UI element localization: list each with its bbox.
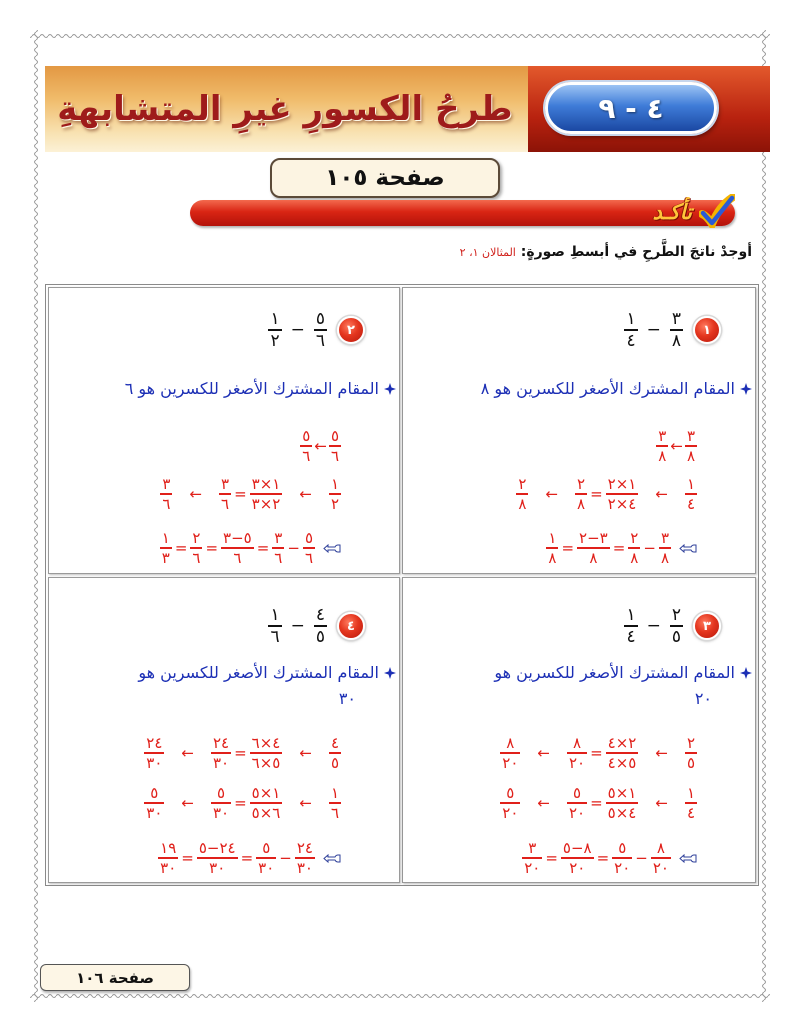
- fraction-numerator: ٣: [274, 529, 283, 548]
- fraction-numerator: ٢: [518, 475, 527, 494]
- fraction-numerator: ٣×١: [251, 475, 281, 494]
- problem-header: [268, 310, 365, 350]
- problem-number-badge: ٤: [337, 612, 365, 640]
- problem-cell: [48, 287, 400, 574]
- problem-cell: [48, 577, 400, 883]
- arrow-symbol: ←: [655, 794, 668, 812]
- page-reference-top: صفحة ١٠٥: [270, 158, 500, 198]
- fraction-numerator: ١: [686, 784, 695, 803]
- diamond-bullet-icon: [740, 383, 752, 395]
- fraction-denominator: ٢: [330, 494, 339, 513]
- fraction-numerator: ٥: [506, 784, 515, 803]
- fraction-denominator: ٨: [589, 548, 598, 567]
- lcd-label: المقام المشترك الأصغر للكسرين هو: [494, 379, 735, 398]
- problem-number-badge: ٣: [693, 612, 721, 640]
- fraction-denominator: ٣٠: [160, 858, 177, 877]
- fraction-denominator: ٢×٤: [607, 494, 637, 513]
- fraction-numerator: ٥: [573, 784, 582, 803]
- fraction-denominator: ٢٠: [524, 858, 541, 877]
- fraction-numerator: ٢٤: [146, 734, 163, 753]
- fraction-denominator: ٣: [161, 548, 170, 567]
- equals-sign: =: [174, 539, 188, 557]
- fraction-denominator: ٣٠: [146, 803, 163, 822]
- fraction-numerator: ٥: [217, 784, 226, 803]
- fraction-numerator: ٣: [660, 529, 669, 548]
- lcd-statement: [481, 378, 752, 400]
- fraction-numerator: ٦×٤: [251, 734, 281, 753]
- fraction: [685, 785, 697, 821]
- fraction-denominator: ٨: [548, 548, 557, 567]
- fraction-denominator: ٦: [330, 446, 339, 465]
- fraction: [221, 530, 254, 566]
- fraction-denominator: ٨: [671, 330, 681, 351]
- fraction-denominator: ٣٠: [296, 858, 313, 877]
- pencil-hand-icon: [323, 852, 341, 865]
- fraction: [624, 606, 637, 646]
- problem-header: [624, 310, 721, 350]
- equals-sign: =: [181, 849, 194, 867]
- fraction-numerator: ٢: [686, 734, 695, 753]
- fraction-denominator: ٥: [315, 626, 325, 647]
- pencil-hand-icon: [323, 542, 341, 555]
- pencil-hand-icon: [679, 852, 697, 865]
- diamond-bullet-icon: [384, 667, 396, 679]
- fraction-denominator: ٢٠: [568, 803, 586, 822]
- fraction-numerator: ٨: [573, 734, 582, 753]
- arrow-symbol: ←: [670, 437, 683, 455]
- equals-sign: =: [234, 744, 247, 762]
- fraction-numerator: ٣: [221, 475, 230, 494]
- minus-sign: −: [646, 616, 661, 636]
- fraction-numerator: ٥: [150, 784, 159, 803]
- fraction: [561, 840, 594, 876]
- fraction-denominator: ٥: [330, 753, 339, 772]
- fraction-numerator: ٤×٢: [607, 734, 637, 753]
- work-line: [144, 733, 341, 773]
- work-line: [656, 426, 697, 466]
- fraction-numerator: ٤: [330, 734, 339, 753]
- fraction: [656, 428, 668, 464]
- fraction: [219, 476, 231, 512]
- fraction-numerator: ٥: [330, 427, 339, 446]
- equals-sign: =: [234, 485, 247, 503]
- fraction-numerator: ١: [548, 529, 557, 548]
- fraction-numerator: ١: [330, 475, 339, 494]
- work-line: [144, 783, 341, 823]
- fraction: [500, 735, 520, 771]
- equals-sign: =: [590, 744, 603, 762]
- fraction-numerator: ٤: [315, 604, 325, 625]
- fraction-denominator: ٦: [162, 494, 171, 513]
- lcd-value: ٦: [124, 379, 134, 398]
- work-line: [500, 733, 697, 773]
- minus-sign: −: [290, 320, 305, 340]
- fraction-denominator: ٦: [304, 548, 313, 567]
- fraction: [567, 735, 587, 771]
- fraction-numerator: ٢−٣: [579, 529, 608, 548]
- fraction-denominator: ٦×٥: [251, 753, 281, 772]
- fraction-denominator: ٣×٢: [251, 494, 281, 513]
- problem-cell: [402, 287, 756, 574]
- fraction-denominator: ٣٠: [146, 753, 163, 772]
- equals-sign: =: [256, 539, 270, 557]
- fraction: [314, 310, 327, 350]
- arrow-symbol: ←: [537, 744, 550, 762]
- fraction: [190, 530, 202, 566]
- fraction: [144, 785, 164, 821]
- arrow-symbol: ←: [655, 744, 668, 762]
- equals-sign: =: [561, 539, 575, 557]
- equals-sign: =: [545, 849, 558, 867]
- lcd-statement: [138, 660, 396, 712]
- fraction: [268, 310, 281, 350]
- checkmark-icon: [699, 194, 735, 228]
- fraction-numerator: ١: [626, 604, 636, 625]
- work-line: [160, 474, 341, 514]
- problem-cell: [402, 577, 756, 883]
- fraction-denominator: ٦: [192, 548, 201, 567]
- minus-sign: −: [646, 320, 661, 340]
- fraction-numerator: ٢: [630, 529, 639, 548]
- fraction: [516, 476, 528, 512]
- fraction-denominator: ٣٠: [209, 858, 226, 877]
- fraction: [651, 840, 671, 876]
- arrow-symbol: ←: [189, 485, 203, 503]
- fraction-numerator: ٥×١: [251, 784, 281, 803]
- fraction-denominator: ٢٠: [652, 858, 669, 877]
- fraction: [670, 606, 683, 646]
- page-reference-bottom: صفحة ١٠٦: [40, 964, 190, 991]
- fraction-numerator: ٢٤: [212, 734, 230, 753]
- work-line: [158, 838, 341, 878]
- fraction-denominator: ٤: [686, 803, 695, 822]
- fraction-denominator: ٤×٥: [607, 753, 637, 772]
- lesson-title: طرحُ الكسورِ غيرِ المتشابهةِ: [57, 89, 513, 129]
- fraction: [160, 530, 172, 566]
- equals-sign: =: [590, 794, 603, 812]
- fraction-numerator: ١: [626, 308, 636, 329]
- fraction-denominator: ٨: [660, 548, 669, 567]
- fraction-denominator: ٤: [626, 330, 636, 351]
- fraction: [160, 476, 172, 512]
- fraction-numerator: ١: [330, 784, 339, 803]
- fraction: [624, 310, 637, 350]
- lcd-label: المقام المشترك الأصغر للكسرين هو: [494, 663, 735, 682]
- pencil-hand-icon: [679, 542, 697, 555]
- fraction-denominator: ٦: [221, 494, 230, 513]
- fraction-denominator: ٣٠: [212, 803, 230, 822]
- fraction: [211, 735, 231, 771]
- problem-expression: [624, 310, 683, 350]
- problem-number-badge: ١: [693, 316, 721, 344]
- fraction: [659, 530, 671, 566]
- fraction: [144, 735, 164, 771]
- arrow-symbol: ←: [181, 794, 194, 812]
- fraction-denominator: ٨: [518, 494, 527, 513]
- instruction-examples-ref: المثالان ١، ٢: [459, 246, 516, 259]
- fraction-numerator: ٥: [302, 427, 311, 446]
- fraction: [685, 476, 697, 512]
- section-title: تأكـد: [652, 200, 692, 224]
- fraction: [197, 840, 238, 876]
- fraction: [567, 785, 587, 821]
- arrow-symbol: ←: [655, 485, 668, 503]
- arrow-symbol: ←: [314, 437, 327, 455]
- lcd-statement: [125, 378, 396, 400]
- fraction-denominator: ٨: [658, 446, 667, 465]
- fraction-denominator: ٥×٦: [251, 803, 281, 822]
- fraction-numerator: ٥: [315, 308, 325, 329]
- fraction: [628, 530, 640, 566]
- fraction-numerator: ٢: [192, 529, 201, 548]
- fraction-denominator: ٨: [577, 494, 586, 513]
- fraction-numerator: ٢×١: [607, 475, 637, 494]
- lcd-label: المقام المشترك الأصغر للكسرين هو: [138, 663, 379, 682]
- fraction-denominator: ٢٠: [568, 753, 586, 772]
- lcd-statement: [494, 660, 752, 712]
- fraction: [685, 735, 697, 771]
- arrow-symbol: ←: [545, 485, 559, 503]
- fraction-denominator: ٦: [274, 548, 283, 567]
- diamond-bullet-icon: [740, 667, 752, 679]
- fraction: [670, 310, 683, 350]
- instruction: [460, 244, 752, 260]
- minus-sign: −: [287, 539, 300, 557]
- lesson-number: ٩ - ٤: [598, 91, 664, 125]
- instruction-text: أوجدْ ناتجَ الطَّرحِ في أبسطِ صورةٍ:: [520, 244, 752, 260]
- fraction-denominator: ٨: [630, 548, 639, 567]
- fraction-denominator: ٦: [315, 330, 325, 351]
- fraction: [575, 476, 587, 512]
- fraction-denominator: ٦: [270, 626, 280, 647]
- fraction-denominator: ٤: [686, 494, 695, 513]
- fraction-numerator: ٢: [577, 475, 586, 494]
- work-line: [546, 528, 697, 568]
- fraction: [612, 840, 632, 876]
- fraction-denominator: ٥: [671, 626, 681, 647]
- fraction: [300, 428, 312, 464]
- work-line: [522, 838, 697, 878]
- fraction-numerator: ١: [270, 308, 280, 329]
- fraction: [303, 530, 315, 566]
- fraction-numerator: ٥: [304, 529, 313, 548]
- fraction-numerator: ٥−٨: [562, 839, 592, 858]
- fraction-numerator: ١٩: [160, 839, 177, 858]
- fraction-numerator: ٥: [618, 839, 627, 858]
- fraction-numerator: ٥: [262, 839, 271, 858]
- fraction: [295, 840, 315, 876]
- arrow-symbol: ←: [537, 794, 550, 812]
- lcd-label: المقام المشترك الأصغر للكسرين هو: [138, 379, 379, 398]
- fraction: [546, 530, 558, 566]
- diamond-bullet-icon: [384, 383, 396, 395]
- fraction-denominator: ٦: [302, 446, 311, 465]
- fraction: [606, 785, 639, 821]
- fraction: [211, 785, 231, 821]
- fraction: [272, 530, 284, 566]
- fraction-denominator: ٢٠: [502, 803, 519, 822]
- work-line: [516, 474, 697, 514]
- equals-sign: =: [612, 539, 626, 557]
- fraction-numerator: ٣−٥: [223, 529, 252, 548]
- equals-sign: =: [234, 794, 247, 812]
- fraction: [329, 476, 341, 512]
- fraction: [577, 530, 610, 566]
- arrow-symbol: ←: [299, 744, 312, 762]
- fraction: [250, 735, 283, 771]
- arrow-symbol: ←: [299, 794, 312, 812]
- minus-sign: −: [643, 539, 656, 557]
- work-line: [300, 426, 341, 466]
- fraction: [329, 785, 341, 821]
- fraction-denominator: ٢: [270, 330, 280, 351]
- lcd-value: ٣٠: [338, 689, 356, 708]
- problem-header: [268, 606, 365, 646]
- lcd-value: ٨: [480, 379, 490, 398]
- fraction-numerator: ٢: [671, 604, 681, 625]
- problem-expression: [268, 606, 327, 646]
- fraction: [500, 785, 520, 821]
- problem-expression: [268, 310, 327, 350]
- fraction-numerator: ٢٤: [296, 839, 313, 858]
- fraction: [329, 428, 341, 464]
- arrow-symbol: ←: [181, 744, 194, 762]
- fraction: [158, 840, 178, 876]
- fraction: [268, 606, 281, 646]
- fraction-numerator: ٣: [162, 475, 171, 494]
- fraction-denominator: ٢٠: [502, 753, 519, 772]
- fraction-denominator: ٥: [686, 753, 695, 772]
- fraction-denominator: ٨: [686, 446, 695, 465]
- lcd-value: ٢٠: [694, 689, 712, 708]
- fraction: [685, 428, 697, 464]
- fraction-numerator: ٨: [656, 839, 665, 858]
- minus-sign: −: [635, 849, 648, 867]
- fraction: [329, 735, 341, 771]
- fraction-numerator: ٣: [671, 308, 681, 329]
- equals-sign: =: [596, 849, 610, 867]
- fraction: [606, 735, 639, 771]
- fraction-numerator: ٣: [686, 427, 695, 446]
- fraction: [522, 840, 542, 876]
- minus-sign: −: [290, 616, 305, 636]
- fraction-numerator: ١: [161, 529, 170, 548]
- fraction: [314, 606, 327, 646]
- minus-sign: −: [279, 849, 292, 867]
- arrow-symbol: ←: [299, 485, 312, 503]
- fraction-denominator: ٣٠: [258, 858, 275, 877]
- fraction-numerator: ٥×١: [607, 784, 637, 803]
- fraction-numerator: ١: [686, 475, 695, 494]
- equals-sign: =: [590, 485, 603, 503]
- fraction: [250, 476, 283, 512]
- fraction-numerator: ١: [270, 604, 280, 625]
- problem-number-badge: ٢: [337, 316, 365, 344]
- fraction-denominator: ٤: [626, 626, 636, 647]
- fraction-denominator: ٦: [330, 803, 339, 822]
- fraction-numerator: ٣: [528, 839, 537, 858]
- problem-expression: [624, 606, 683, 646]
- fraction-numerator: ٥−٢٤: [198, 839, 236, 858]
- fraction-numerator: ٨: [506, 734, 515, 753]
- fraction: [606, 476, 639, 512]
- fraction-denominator: ٢٠: [569, 858, 586, 877]
- problem-header: [624, 606, 721, 646]
- fraction: [256, 840, 276, 876]
- fraction-denominator: ٥×٤: [607, 803, 637, 822]
- equals-sign: =: [240, 849, 254, 867]
- fraction: [250, 785, 283, 821]
- lesson-number-badge: [545, 82, 717, 134]
- work-line: [500, 783, 697, 823]
- fraction-denominator: ٣٠: [212, 753, 230, 772]
- fraction-numerator: ٣: [658, 427, 667, 446]
- work-line: [160, 528, 341, 568]
- equals-sign: =: [205, 539, 219, 557]
- fraction-denominator: ٦: [233, 548, 242, 567]
- fraction-denominator: ٢٠: [614, 858, 631, 877]
